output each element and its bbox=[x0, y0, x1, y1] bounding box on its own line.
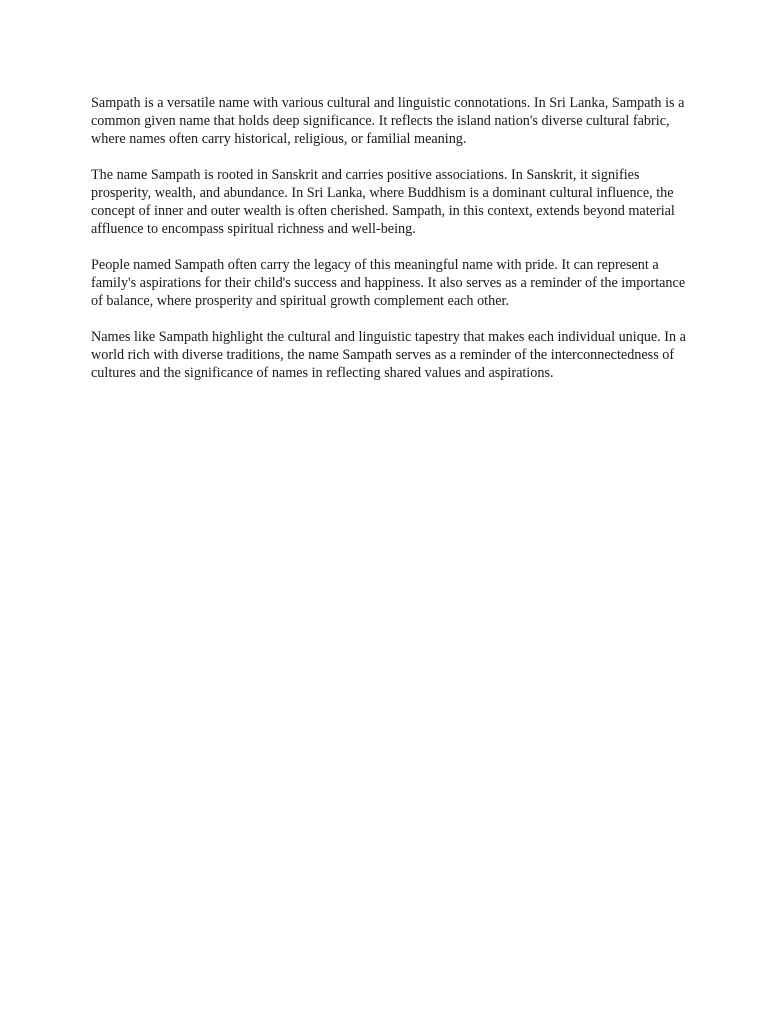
paragraph-1: Sampath is a versatile name with various cultural and linguistic connotations. In Sri Lanka, Sampath is a common given name that holds deep significance. It reflects the island nation's diverse cultural fabric, where names often carry historical, religious, or familial meaning. bbox=[91, 95, 685, 147]
paragraph-4: Names like Sampath highlight the cultural and linguistic tapestry that makes each individual unique. In a world rich with diverse traditions, the name Sampath serves as a reminder of the interconnectedness of cultures and the significance of names in reflecting shared values and aspirations. bbox=[91, 329, 686, 381]
paragraph-3: People named Sampath often carry the legacy of this meaningful name with pride. It can represent a family's aspirations for their child's success and happiness. It also serves as a reminder of the importance of balance, where prosperity and spiritual growth complement each other. bbox=[91, 257, 686, 309]
document-body bbox=[91, 94, 687, 400]
paragraph-2: The name Sampath is rooted in Sanskrit and carries positive associations. In Sanskrit, it signifies prosperity, wealth, and abundance. In Sri Lanka, where Buddhism is a dominant cultural influence, the concept of inner and outer wealth is often cherished. Sampath, in this context, extends beyond material affluence to encompass spiritual richness and well-being. bbox=[91, 167, 675, 237]
